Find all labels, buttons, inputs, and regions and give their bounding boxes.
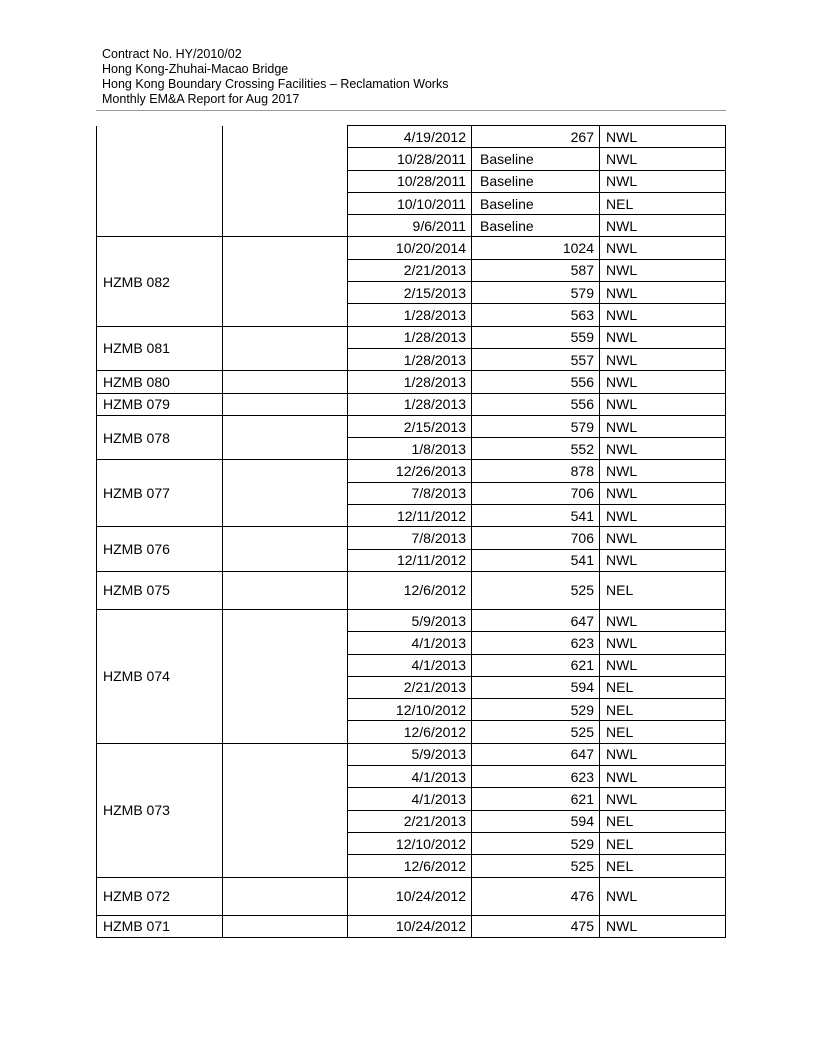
empty-cell <box>223 460 348 527</box>
date-cell: 10/10/2011 <box>348 192 472 214</box>
direction-cell: NEL <box>600 810 726 832</box>
monitoring-point-cell: HZMB 079 <box>97 393 223 415</box>
direction-cell: NWL <box>600 654 726 676</box>
value-cell: 559 <box>472 326 600 348</box>
date-cell: 12/10/2012 <box>348 699 472 721</box>
value-cell: 541 <box>472 505 600 527</box>
date-cell: 1/28/2013 <box>348 326 472 348</box>
value-cell: 621 <box>472 788 600 810</box>
monitoring-point-cell: HZMB 074 <box>97 609 223 743</box>
monitoring-point-cell <box>97 126 223 237</box>
table-row <box>97 126 726 148</box>
empty-cell <box>223 571 348 609</box>
direction-cell: NWL <box>600 371 726 393</box>
date-cell: 4/1/2013 <box>348 654 472 676</box>
monitoring-point-cell: HZMB 073 <box>97 743 223 877</box>
direction-cell: NWL <box>600 304 726 326</box>
empty-cell <box>223 393 348 415</box>
value-cell: 476 <box>472 877 600 915</box>
direction-cell: NWL <box>600 438 726 460</box>
value-cell: 529 <box>472 699 600 721</box>
value-cell: 647 <box>472 743 600 765</box>
direction-cell: NEL <box>600 192 726 214</box>
direction-cell: NWL <box>600 460 726 482</box>
monitoring-point-cell: HZMB 076 <box>97 527 223 572</box>
value-cell: Baseline <box>472 170 600 192</box>
monitoring-point-cell: HZMB 072 <box>97 877 223 915</box>
date-cell: 10/28/2011 <box>348 170 472 192</box>
date-cell: 12/6/2012 <box>348 855 472 877</box>
direction-cell: NEL <box>600 699 726 721</box>
direction-cell: NWL <box>600 282 726 304</box>
direction-cell: NWL <box>600 743 726 765</box>
date-cell: 10/20/2014 <box>348 237 472 259</box>
monitoring-point-cell: HZMB 078 <box>97 415 223 460</box>
date-cell: 2/21/2013 <box>348 259 472 281</box>
value-cell: 706 <box>472 527 600 549</box>
direction-cell: NWL <box>600 348 726 370</box>
value-cell: 556 <box>472 371 600 393</box>
date-cell: 4/19/2012 <box>348 126 472 148</box>
direction-cell: NWL <box>600 326 726 348</box>
value-cell: 587 <box>472 259 600 281</box>
empty-cell <box>223 371 348 393</box>
date-cell: 4/1/2013 <box>348 632 472 654</box>
table-row <box>97 371 726 393</box>
table-row <box>97 326 726 348</box>
value-cell: 552 <box>472 438 600 460</box>
value-cell: 647 <box>472 609 600 631</box>
table-row <box>97 609 726 631</box>
direction-cell: NEL <box>600 571 726 609</box>
direction-cell: NEL <box>600 855 726 877</box>
date-cell: 12/6/2012 <box>348 721 472 743</box>
date-cell: 12/6/2012 <box>348 571 472 609</box>
table-row <box>97 415 726 437</box>
date-cell: 10/24/2012 <box>348 915 472 937</box>
value-cell: 525 <box>472 721 600 743</box>
direction-cell: NWL <box>600 877 726 915</box>
monitoring-table <box>96 125 726 938</box>
direction-cell: NWL <box>600 259 726 281</box>
date-cell: 1/28/2013 <box>348 393 472 415</box>
date-cell: 12/11/2012 <box>348 505 472 527</box>
empty-cell <box>223 237 348 326</box>
monitoring-table-body <box>97 126 726 938</box>
empty-cell <box>223 915 348 937</box>
direction-cell: NWL <box>600 393 726 415</box>
value-cell: 529 <box>472 832 600 854</box>
direction-cell: NWL <box>600 609 726 631</box>
date-cell: 10/24/2012 <box>348 877 472 915</box>
value-cell: 557 <box>472 348 600 370</box>
direction-cell: NWL <box>600 482 726 504</box>
direction-cell: NEL <box>600 721 726 743</box>
value-cell: 623 <box>472 632 600 654</box>
monitoring-point-cell: HZMB 071 <box>97 915 223 937</box>
date-cell: 1/28/2013 <box>348 371 472 393</box>
direction-cell: NWL <box>600 148 726 170</box>
value-cell: Baseline <box>472 215 600 237</box>
value-cell: 525 <box>472 855 600 877</box>
empty-cell <box>223 743 348 877</box>
empty-cell <box>223 326 348 371</box>
monitoring-point-cell: HZMB 081 <box>97 326 223 371</box>
direction-cell: NWL <box>600 549 726 571</box>
value-cell: 556 <box>472 393 600 415</box>
date-cell: 4/1/2013 <box>348 766 472 788</box>
value-cell: Baseline <box>472 192 600 214</box>
empty-cell <box>223 609 348 743</box>
date-cell: 5/9/2013 <box>348 743 472 765</box>
direction-cell: NWL <box>600 788 726 810</box>
value-cell: 706 <box>472 482 600 504</box>
project-name: Hong Kong-Zhuhai-Macao Bridge <box>102 62 289 76</box>
table-row <box>97 743 726 765</box>
date-cell: 1/28/2013 <box>348 348 472 370</box>
date-cell: 1/8/2013 <box>348 438 472 460</box>
direction-cell: NWL <box>600 766 726 788</box>
table-row <box>97 571 726 609</box>
header-divider <box>96 110 726 111</box>
value-cell: 267 <box>472 126 600 148</box>
value-cell: 878 <box>472 460 600 482</box>
date-cell: 12/10/2012 <box>348 832 472 854</box>
monitoring-point-cell: HZMB 080 <box>97 371 223 393</box>
document-header <box>102 47 448 107</box>
table-row <box>97 877 726 915</box>
value-cell: 621 <box>472 654 600 676</box>
contract-number: Contract No. HY/2010/02 <box>102 47 242 61</box>
monitoring-point-cell: HZMB 075 <box>97 571 223 609</box>
empty-cell <box>223 415 348 460</box>
direction-cell: NWL <box>600 505 726 527</box>
date-cell: 9/6/2011 <box>348 215 472 237</box>
value-cell: 594 <box>472 810 600 832</box>
value-cell: 579 <box>472 415 600 437</box>
table-row <box>97 237 726 259</box>
date-cell: 2/15/2013 <box>348 282 472 304</box>
table-row <box>97 393 726 415</box>
direction-cell: NWL <box>600 415 726 437</box>
direction-cell: NWL <box>600 527 726 549</box>
value-cell: Baseline <box>472 148 600 170</box>
empty-cell <box>223 877 348 915</box>
date-cell: 2/21/2013 <box>348 676 472 698</box>
monitoring-point-cell: HZMB 077 <box>97 460 223 527</box>
date-cell: 7/8/2013 <box>348 482 472 504</box>
direction-cell: NEL <box>600 832 726 854</box>
date-cell: 10/28/2011 <box>348 148 472 170</box>
date-cell: 7/8/2013 <box>348 527 472 549</box>
date-cell: 12/26/2013 <box>348 460 472 482</box>
monitoring-point-cell: HZMB 082 <box>97 237 223 326</box>
works-name: Hong Kong Boundary Crossing Facilities – Reclamation Works <box>102 77 449 91</box>
date-cell: 5/9/2013 <box>348 609 472 631</box>
empty-cell <box>223 126 348 237</box>
direction-cell: NEL <box>600 676 726 698</box>
date-cell: 12/11/2012 <box>348 549 472 571</box>
table-row <box>97 915 726 937</box>
direction-cell: NWL <box>600 237 726 259</box>
direction-cell: NWL <box>600 215 726 237</box>
date-cell: 2/21/2013 <box>348 810 472 832</box>
value-cell: 623 <box>472 766 600 788</box>
value-cell: 475 <box>472 915 600 937</box>
direction-cell: NWL <box>600 170 726 192</box>
date-cell: 1/28/2013 <box>348 304 472 326</box>
direction-cell: NWL <box>600 126 726 148</box>
value-cell: 563 <box>472 304 600 326</box>
empty-cell <box>223 527 348 572</box>
value-cell: 594 <box>472 676 600 698</box>
table-row <box>97 527 726 549</box>
value-cell: 579 <box>472 282 600 304</box>
direction-cell: NWL <box>600 632 726 654</box>
direction-cell: NWL <box>600 915 726 937</box>
value-cell: 541 <box>472 549 600 571</box>
date-cell: 2/15/2013 <box>348 415 472 437</box>
report-title: Monthly EM&A Report for Aug 2017 <box>102 92 300 106</box>
date-cell: 4/1/2013 <box>348 788 472 810</box>
value-cell: 1024 <box>472 237 600 259</box>
value-cell: 525 <box>472 571 600 609</box>
table-row <box>97 460 726 482</box>
